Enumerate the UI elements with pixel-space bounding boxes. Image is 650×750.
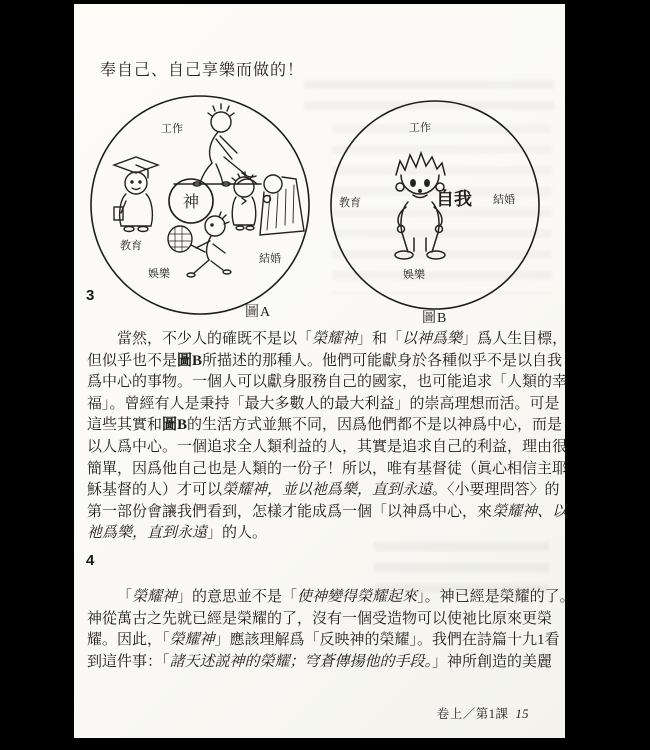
god-label: 神 [182, 194, 200, 211]
text-line: 當然，不少人的確既不是以「榮耀神」和「以神爲樂」爲人生目標， [117, 331, 568, 347]
self-label: 自我 [436, 189, 472, 209]
text-line: 穌基督的人）才可以榮耀神，並以祂爲樂，直到永遠。〈小要理問答〉的 [87, 482, 560, 499]
text-line: 第一部份會讓我們看到，怎樣才能成爲一個「以神爲中心，來榮耀神、以 [87, 503, 568, 520]
label-leisure-a: 娛樂 [148, 268, 170, 280]
page-footer [437, 704, 529, 722]
text-line: 爲中心的事物。一個人可以獻身服務自己的國家，也可能追求「人類的幸 [87, 374, 568, 391]
footer-page-number: 15 [515, 707, 529, 721]
label-education-b: 教育 [339, 197, 361, 209]
life-circles-diagram [74, 95, 565, 327]
label-education-a: 教育 [120, 240, 142, 252]
label-marriage-b: 結婚 [493, 194, 515, 206]
wedding-couple-icon [232, 172, 304, 235]
paragraph-3 [87, 329, 568, 545]
footer-chapter: 卷上／第1課 [436, 707, 509, 721]
text-line: 祂爲樂，直到永遠」的人。 [87, 525, 268, 542]
text-line: 以人爲中心。一個追求全人類利益的人，其實是追求自己的利益，理由很 [87, 438, 568, 455]
text-line: 神從萬古之先就已經是榮耀的了，沒有一個受造物可以使祂比原來更榮 [87, 610, 553, 627]
scanned-book-page [74, 4, 575, 738]
label-work-b: 工作 [409, 122, 431, 134]
label-leisure-b: 娛樂 [403, 269, 425, 281]
digging-worker-icon [174, 104, 261, 186]
section-number-4: 4 [86, 552, 95, 569]
text-line: 這些其實和圖B的生活方式並無不同，因爲他們都不是以神爲中心，而是 [87, 417, 563, 434]
header-note: 奉自己、自己享樂而做的！ [100, 62, 305, 79]
section-number-3: 3 [86, 287, 95, 304]
text-line: 耀。因此，「榮耀神」應該理解爲「反映神的榮耀」。我們在詩篇十九1看 [87, 632, 560, 649]
graduate-icon [114, 157, 158, 232]
text-line: 但似乎也不是圖B所描述的那種人。他們可能獻身於各種似乎不是以自我 [87, 352, 563, 369]
text-line: 簡單，因爲他自己也是人類的一份子！所以，唯有基督徒（眞心相信主耶 [87, 460, 568, 477]
label-marriage-a: 結婚 [259, 253, 281, 265]
paragraph-4 [87, 587, 575, 673]
caption-figure-a: 圖A [245, 305, 272, 320]
text-line: 「榮耀神」的意思並不是「使神變得榮耀起來」。神已經是榮耀的了。 [117, 589, 575, 605]
text-line: 到這件事：「諸天述説神的榮耀；穹蒼傳揚他的手段。」神所創造的美麗 [87, 653, 553, 670]
label-work-a: 工作 [161, 123, 183, 135]
text-line: 福」。曾經有人是秉持「最大多數人的最大利益」的崇高理想而活。可是 [87, 395, 560, 412]
caption-figure-b: 圖B [422, 311, 448, 326]
